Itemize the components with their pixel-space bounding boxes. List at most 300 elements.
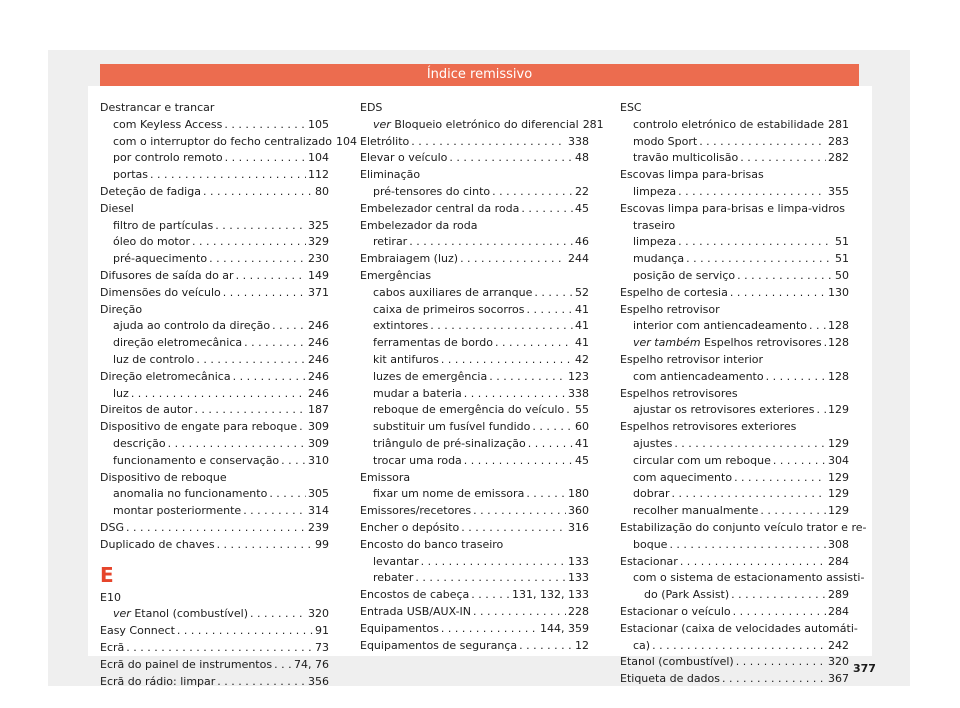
dot-leader — [196, 352, 306, 369]
page-ref: 356 — [308, 674, 329, 688]
dot-leader — [441, 621, 538, 638]
page-ref: 316 — [568, 520, 589, 534]
index-entry — [360, 402, 589, 419]
index-entry — [360, 268, 589, 285]
index-entry — [620, 470, 849, 487]
index-term: Eletrólito — [360, 134, 410, 148]
dot-leader — [733, 604, 826, 621]
index-entry — [620, 302, 849, 319]
index-entry — [100, 201, 329, 218]
index-term: ESC — [620, 101, 642, 114]
page-ref: 105 — [308, 117, 329, 131]
dot-leader — [464, 453, 573, 470]
index-term: triângulo de pré-sinalização — [373, 436, 526, 450]
see-reference: ver também — [633, 336, 701, 350]
page-title: Índice remissivo — [100, 64, 859, 86]
dot-leader — [460, 251, 566, 268]
index-entry — [100, 657, 329, 674]
index-term: DSG — [100, 520, 124, 534]
dot-leader — [243, 503, 306, 520]
page-ref: 144, 359 — [540, 621, 589, 635]
dot-leader — [526, 486, 566, 503]
index-entry — [100, 352, 329, 369]
index-term: Estacionar (caixa de velocidades automáti- — [620, 621, 858, 635]
dot-leader — [233, 369, 306, 386]
index-term: Espelho retrovisor — [620, 302, 720, 316]
index-term: com Keyless Access — [113, 117, 223, 131]
page-ref: 371 — [308, 285, 329, 299]
index-entry — [100, 234, 329, 251]
index-term: boque — [633, 537, 668, 551]
see-reference: ver — [113, 607, 131, 621]
index-entry — [100, 302, 329, 319]
index-entry — [620, 386, 849, 403]
index-term: portas — [113, 168, 149, 182]
index-term: ca) — [633, 638, 651, 652]
index-entry — [620, 150, 849, 167]
index-term: ver Etanol (combustível) — [113, 607, 249, 621]
index-term: ajustar os retrovisores exteriores — [633, 403, 815, 417]
page-ref: 246 — [308, 352, 329, 366]
page-ref: 80 — [315, 184, 329, 198]
page-ref: 112 — [308, 168, 329, 182]
index-entry — [360, 587, 589, 604]
index-term: Espelho de cortesia — [620, 285, 728, 299]
index-entry — [620, 100, 849, 117]
index-entry — [360, 352, 589, 369]
index-term: Ecrã — [100, 640, 125, 654]
index-term: Emissores/recetores — [360, 504, 472, 518]
index-entry — [620, 184, 849, 201]
dot-leader — [430, 318, 573, 335]
dot-leader — [126, 520, 306, 537]
page-ref: 133 — [568, 571, 589, 585]
dot-leader — [489, 369, 566, 386]
page-ref: 320 — [828, 655, 849, 669]
dot-leader — [409, 234, 573, 251]
index-term: ver também Espelhos retrovisores — [633, 336, 822, 350]
page-ref: 128 — [828, 336, 849, 350]
index-entry — [360, 503, 589, 520]
dot-leader — [168, 436, 306, 453]
dot-leader — [671, 486, 826, 503]
index-entry — [620, 335, 849, 352]
index-term: Duplicado de chaves — [100, 537, 215, 551]
dot-leader — [736, 654, 826, 671]
index-entry — [360, 251, 589, 268]
index-term: funcionamento e conservação — [113, 453, 280, 467]
page-ref: 129 — [828, 470, 849, 484]
page-ref: 51 — [835, 235, 849, 249]
page-ref: 48 — [575, 151, 589, 165]
index-term: trocar uma roda — [373, 453, 462, 467]
index-term: óleo do motor — [113, 235, 190, 249]
index-term: controlo eletrónico de estabilidade — [633, 117, 824, 131]
index-term: Eliminação — [360, 168, 421, 182]
index-entry — [620, 167, 849, 184]
index-term: Equipamentos — [360, 621, 439, 635]
dot-leader — [680, 554, 826, 571]
index-term: Dispositivo de reboque — [100, 470, 227, 484]
dot-leader — [215, 218, 306, 235]
index-term: direção eletromecânica — [113, 336, 243, 350]
index-entry — [100, 623, 329, 640]
page-ref: 239 — [308, 520, 329, 534]
page-ref: 130 — [828, 285, 849, 299]
page-ref: 304 — [828, 453, 849, 467]
page-ref: 128 — [828, 319, 849, 333]
index-entry — [620, 570, 865, 587]
index-term: Estacionar — [620, 554, 678, 568]
index-term: anomalia no funcionamento — [113, 487, 268, 501]
dot-leader — [150, 167, 306, 184]
dot-leader — [678, 234, 833, 251]
index-term: Espelhos retrovisores exteriores — [620, 420, 797, 434]
index-entry — [620, 587, 849, 604]
page-ref: 129 — [828, 403, 849, 417]
index-entry — [360, 234, 589, 251]
index-term: modo Sport — [633, 134, 698, 148]
index-entry — [100, 640, 329, 657]
dot-leader — [473, 503, 566, 520]
index-term: limpeza — [633, 184, 677, 198]
dot-leader — [244, 335, 306, 352]
index-term: Encostos de cabeça — [360, 588, 470, 602]
dot-leader — [686, 251, 833, 268]
index-term: com o interruptor do fecho centralizado — [113, 134, 332, 148]
index-entry — [620, 520, 867, 537]
index-term: Etanol (combustível) — [620, 655, 734, 669]
index-term: mudar a bateria — [373, 386, 462, 400]
index-term: Dimensões do veículo — [100, 285, 221, 299]
page-ref: 246 — [308, 369, 329, 383]
dot-leader — [674, 436, 826, 453]
page-ref: 308 — [828, 537, 849, 551]
dot-leader — [471, 587, 510, 604]
index-entry — [100, 117, 329, 134]
index-entry — [100, 167, 329, 184]
index-entry — [620, 234, 849, 251]
dot-leader — [217, 537, 313, 554]
page-ref: 282 — [828, 151, 849, 165]
index-entry — [620, 251, 849, 268]
index-term: Emissora — [360, 470, 411, 484]
index-entry — [100, 369, 329, 386]
index-entry — [620, 621, 858, 638]
dot-leader — [225, 150, 306, 167]
index-term: reboque de emergência do veículo — [373, 403, 565, 417]
dot-leader — [519, 638, 573, 655]
index-term: retirar — [373, 235, 408, 249]
index-term: Dispositivo de engate para reboque — [100, 420, 298, 434]
index-term: Elevar o veículo — [360, 151, 448, 165]
index-entry — [620, 419, 849, 436]
index-term: pré-aquecimento — [113, 252, 208, 266]
index-entry — [620, 117, 849, 134]
dot-leader — [816, 402, 826, 419]
dot-leader — [274, 657, 292, 674]
index-entry — [100, 503, 329, 520]
index-entry — [100, 268, 329, 285]
page-ref: 73 — [315, 640, 329, 654]
index-entry — [100, 537, 329, 554]
dot-leader — [678, 184, 826, 201]
index-entry — [620, 352, 849, 369]
index-column-2 — [360, 100, 604, 654]
page-ref: 338 — [568, 134, 589, 148]
index-term: luz — [113, 386, 129, 400]
index-entry — [100, 134, 357, 151]
index-term: travão multicolisão — [633, 151, 739, 165]
index-term: Direitos de autor — [100, 403, 193, 417]
page-ref: 283 — [828, 134, 849, 148]
dot-leader — [737, 268, 833, 285]
index-column-1 — [100, 100, 357, 690]
see-reference: ver — [373, 117, 391, 131]
index-term: Encosto do banco traseiro — [360, 537, 504, 551]
index-entry — [360, 486, 589, 503]
index-term: extintores — [373, 319, 429, 333]
index-term: E10 — [100, 590, 121, 604]
page-ref: 41 — [575, 336, 589, 350]
index-entry — [100, 453, 329, 470]
index-term: interior com antiencadeamento — [633, 319, 808, 333]
dot-leader — [534, 285, 573, 302]
page-ref: 284 — [828, 554, 849, 568]
index-entry — [620, 604, 849, 621]
index-entry — [100, 100, 329, 117]
index-entry — [100, 318, 329, 335]
index-term: fixar um nome de emissora — [373, 487, 525, 501]
page-ref: 310 — [308, 453, 329, 467]
page-ref: 244 — [568, 252, 589, 266]
dot-leader — [492, 184, 573, 201]
index-term: descrição — [113, 436, 166, 450]
index-term: EDS — [360, 101, 383, 114]
index-term: Escovas limpa para-brisas e limpa-vidros — [620, 201, 845, 215]
index-term: Embelezador da roda — [360, 218, 478, 232]
dot-leader — [652, 638, 826, 655]
index-entry — [100, 386, 329, 403]
index-term: por controlo remoto — [113, 151, 223, 165]
index-term: Espelhos retrovisores — [620, 386, 738, 400]
section-letter: E — [100, 562, 114, 587]
dot-leader — [730, 285, 826, 302]
dot-leader — [773, 453, 826, 470]
index-entry — [360, 335, 589, 352]
index-term: Ecrã do rádio: limpar — [100, 674, 216, 688]
index-entry — [360, 150, 589, 167]
index-term: circular com um reboque — [633, 453, 771, 467]
index-entry — [360, 520, 589, 537]
index-term: substituir um fusível fundido — [373, 420, 531, 434]
dot-leader — [449, 150, 573, 167]
page-ref: 314 — [308, 504, 329, 518]
index-term: Diesel — [100, 201, 134, 215]
index-term: caixa de primeiros socorros — [373, 302, 525, 316]
index-term: luzes de emergência — [373, 369, 488, 383]
dot-leader — [177, 623, 313, 640]
page-ref: 180 — [568, 487, 589, 501]
index-entry — [620, 268, 849, 285]
page-ref: 289 — [828, 588, 849, 602]
page-ref: 41 — [575, 302, 589, 316]
page-ref: 133 — [568, 554, 589, 568]
page-ref: 50 — [835, 268, 849, 282]
dot-leader — [766, 369, 826, 386]
dot-leader — [217, 674, 306, 691]
page-ref: 338 — [568, 386, 589, 400]
index-entry — [620, 402, 849, 419]
page-ref: 52 — [575, 285, 589, 299]
page-ref: 355 — [828, 184, 849, 198]
dot-leader — [269, 486, 306, 503]
index-entry — [360, 470, 589, 487]
page-ref: 242 — [828, 638, 849, 652]
page-ref: 128 — [828, 369, 849, 383]
dot-leader — [461, 520, 566, 537]
index-entry — [360, 302, 589, 319]
page-ref: 367 — [828, 672, 849, 686]
index-entry — [360, 621, 589, 638]
page-ref: 309 — [308, 420, 329, 434]
index-entry — [100, 674, 329, 691]
index-entry — [360, 453, 589, 470]
index-term: Destrancar e trancar — [100, 101, 215, 114]
index-entry — [360, 369, 589, 386]
page-ref: 60 — [575, 420, 589, 434]
index-entry — [100, 470, 329, 487]
dot-leader — [760, 503, 826, 520]
index-term: Ecrã do painel de instrumentos — [100, 657, 273, 671]
dot-leader — [566, 402, 573, 419]
page-ref: 129 — [828, 487, 849, 501]
index-term: Estacionar o veículo — [620, 604, 731, 618]
index-entry — [620, 218, 849, 235]
index-entry — [360, 285, 589, 302]
dot-leader — [824, 335, 826, 352]
dot-leader — [734, 470, 826, 487]
index-entry — [360, 570, 589, 587]
index-term: pré-tensores do cinto — [373, 184, 491, 198]
dot-leader — [699, 134, 826, 151]
index-entry — [360, 201, 589, 218]
dot-leader — [272, 318, 306, 335]
dot-leader — [731, 587, 826, 604]
index-entry — [620, 503, 849, 520]
index-term: Direção eletromecânica — [100, 369, 231, 383]
index-entry — [620, 134, 849, 151]
index-term: Emergências — [360, 268, 432, 282]
index-term: limpeza — [633, 235, 677, 249]
dot-leader — [224, 117, 306, 134]
index-entry — [620, 318, 849, 335]
page-ref: 45 — [575, 453, 589, 467]
index-entry — [360, 167, 589, 184]
dot-leader — [131, 386, 306, 403]
index-term: ver Bloqueio eletrónico do diferencial — [373, 117, 579, 131]
index-entry — [620, 285, 849, 302]
page-ref: 123 — [568, 369, 589, 383]
index-term: com o sistema de estacionamento assisti- — [633, 571, 865, 585]
dot-leader — [192, 234, 306, 251]
page-ref: 281 — [828, 117, 849, 131]
page-ref: 45 — [575, 201, 589, 215]
page-ref: 246 — [308, 336, 329, 350]
dot-leader — [532, 419, 573, 436]
page-ref: 104 — [336, 134, 357, 148]
index-entry — [360, 184, 589, 201]
index-entry — [360, 218, 589, 235]
page-ref: 246 — [308, 319, 329, 333]
index-term: montar posteriormente — [113, 504, 242, 518]
index-term: dobrar — [633, 487, 670, 501]
page-ref: 22 — [575, 184, 589, 198]
index-term: Estabilização do conjunto veículo trator e re- — [620, 520, 867, 534]
page-ref: 320 — [308, 607, 329, 621]
index-term: com antiencadeamento — [633, 369, 764, 383]
page-ref: 51 — [835, 252, 849, 266]
page-ref: 99 — [315, 537, 329, 551]
index-term: filtro de partículas — [113, 218, 214, 232]
index-term: Direção — [100, 302, 143, 316]
dot-leader — [415, 570, 566, 587]
page-ref: 74, 76 — [294, 657, 329, 671]
page-ref: 329 — [308, 235, 329, 249]
page-ref: 55 — [575, 403, 589, 417]
page-ref: 187 — [308, 403, 329, 417]
index-entry — [100, 436, 329, 453]
index-entry — [100, 486, 329, 503]
dot-leader — [299, 419, 306, 436]
page-ref: 360 — [568, 504, 589, 518]
index-term: cabos auxiliares de arranque — [373, 285, 533, 299]
index-entry — [100, 520, 329, 537]
dot-leader — [126, 640, 313, 657]
dot-leader — [527, 302, 574, 319]
page-ref: 246 — [308, 386, 329, 400]
dot-leader — [722, 671, 826, 688]
page-ref: 41 — [575, 436, 589, 450]
page-ref: 228 — [568, 604, 589, 618]
page-ref: 281 — [582, 117, 604, 131]
page-number: 377 — [853, 662, 876, 675]
index-entry — [360, 436, 589, 453]
page-ref: 284 — [828, 604, 849, 618]
index-term: mudança — [633, 252, 685, 266]
dot-leader — [223, 285, 306, 302]
dot-leader — [740, 150, 826, 167]
dot-leader — [203, 184, 313, 201]
dot-leader — [209, 251, 306, 268]
index-entry — [100, 606, 329, 623]
dot-leader — [464, 386, 566, 403]
index-entry — [360, 386, 589, 403]
index-term: luz de controlo — [113, 352, 195, 366]
index-term: ferramentas de bordo — [373, 336, 493, 350]
dot-leader — [495, 335, 573, 352]
dot-leader — [669, 537, 826, 554]
index-term: Easy Connect — [100, 624, 175, 638]
dot-leader — [411, 134, 566, 151]
index-entry — [360, 537, 589, 554]
index-term: recolher manualmente — [633, 504, 759, 518]
page-ref: 131, 132, 133 — [512, 588, 589, 602]
page-ref: 305 — [308, 487, 329, 501]
index-term: levantar — [373, 554, 419, 568]
page-ref: 129 — [828, 504, 849, 518]
page-ref: 325 — [308, 218, 329, 232]
